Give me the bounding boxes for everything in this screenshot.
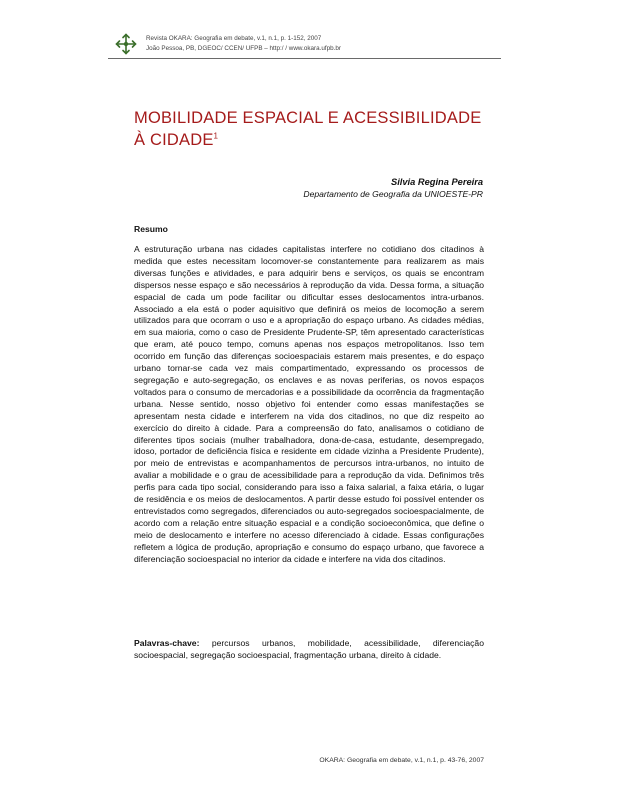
article-title bbox=[134, 107, 494, 151]
abstract-body: A estruturação urbana nas cidades capitalistas interfere no cotidiano dos citadinos à medida que estes necessitam locomover-se constantemente para realizarem as mais diversas funções e atividades, e para adquirir bens e serviços, os quais se encontram dispersos nesse espaço e são necessários à reprodução da vida. Dessa forma, a situação espacial de cada um pode facilitar ou dificultar esses deslocamentos intra-urbanos. Associado a ela está o poder aquisitivo que definirá os meios de locomoção a serem utilizados para que ocorram o uso e a apropriação do espaço urbano. As cidades médias, em sua maioria, como o caso de Presidente Prudente-SP, têm apresentado características que eram, até pouco tempo, comuns apenas nos espaços metropolitanos. Isso tem ocorrido em função das diferenças socioespaciais estarem mais presentes, e do espaço urbano tornar-se cada vez mais compartimentado, expressando os processos de segregação e auto-segregação, os enclaves e as novas periferias, os novos espaços voltados para o consumo de mercadorias e a possibilidade da ocorrência da fragmentação urbana. Nesse sentido, nosso objetivo foi entender como essas manifestações se apresentam nesta cidade e interferem na vida dos citadinos, no que diz respeito ao exercício do direito à cidade. Para a compreensão do fato, analisamos o cotidiano de diferentes tipos sociais (mulher trabalhadora, dona-de-casa, estudante, desempregado, idoso, portador de deficiência física e residente em cidade vizinha a Presidente Prudente), por meio de entrevistas e acompanhamentos de percursos intra-urbanos, no intuito de avaliar a mobilidade e o grau de acessibilidade para a reprodução da vida. Definimos três perfis para cada tipo social, considerando para isso a faixa salarial, a faixa etária, o lugar de residência e os meios de deslocamentos. A partir desse estudo foi possível entender os entrevistados como segregados, diferenciados ou auto-segregados socioespacialmente, de acordo com a relação entre situação espacial e a condição socioeconômica, que define o meio de deslocamento e interfere no acesso diferenciado à cidade. Essas configurações refletem a lógica de produção, apropriação e consumo do espaço urbano, que favorece a diferenciação socioespacial no interior da cidade e interfere na vida dos citadinos. bbox=[134, 244, 484, 564]
header-divider bbox=[108, 58, 501, 59]
keywords-label: Palavras-chave: bbox=[134, 638, 200, 648]
abstract-heading: Resumo bbox=[134, 224, 168, 234]
page-footer: OKARA: Geografia em debate, v.1, n.1, p. 43-76, 2007 bbox=[319, 757, 484, 764]
author-name: Silvia Regina Pereira bbox=[391, 177, 483, 187]
article-title-text: MOBILIDADE ESPACIAL E ACESSIBILIDADE À CIDADE bbox=[134, 109, 482, 149]
author-affiliation: Departamento de Geografia da UNIOESTE-PR bbox=[303, 189, 483, 199]
journal-header-line1: Revista OKARA: Geografia em debate, v.1, n.1, p. 1-152, 2007 bbox=[146, 35, 322, 42]
journal-header-line2: João Pessoa, PB, DGEOC/ CCEN/ UFPB – http:/ / www.okara.ufpb.br bbox=[146, 45, 341, 52]
keywords bbox=[134, 637, 484, 661]
title-footnote-marker: 1 bbox=[213, 131, 219, 141]
okara-arrows-logo-icon bbox=[115, 33, 137, 55]
journal-header bbox=[146, 34, 341, 54]
keywords-text: percursos urbanos, mobilidade, acessibilidade, diferenciação socioespacial, segregação socioespacial, fragmentação urbana, direito à cidade. bbox=[134, 638, 484, 660]
